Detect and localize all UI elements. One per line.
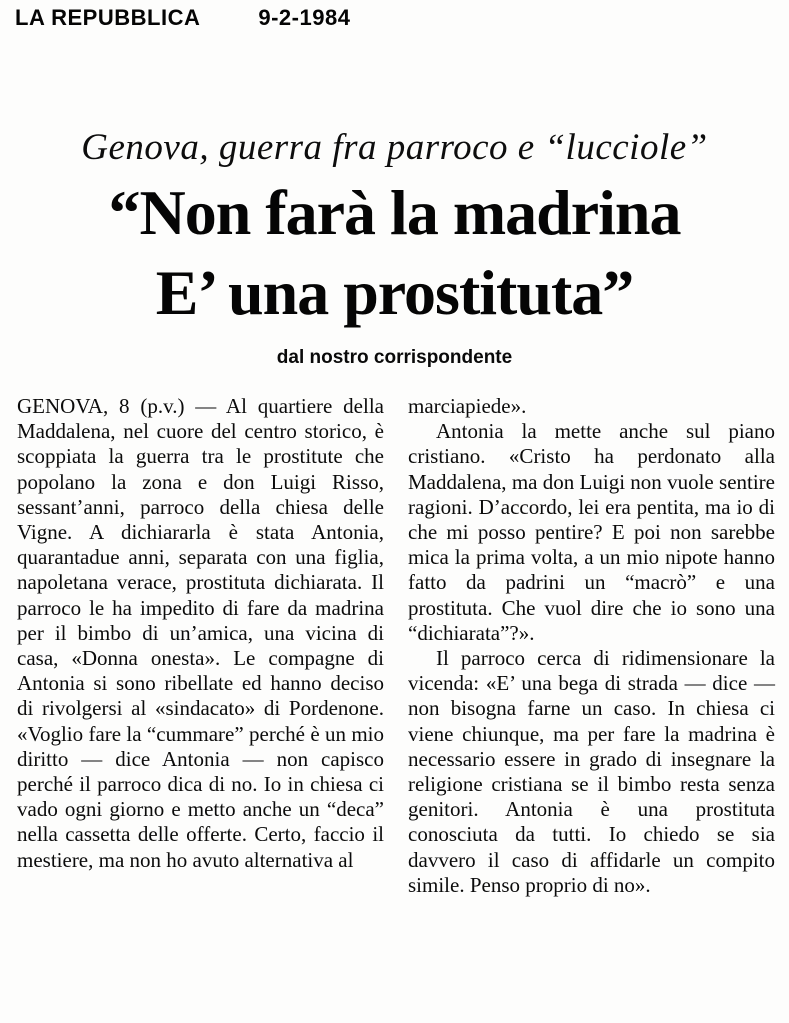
headline-line-1: “Non farà la madrina	[108, 177, 681, 248]
column-left	[17, 394, 384, 898]
paragraph: GENOVA, 8 (p.v.) — Al quartiere della Maddalena, nel cuore del centro storico, è scoppiata la guerra tra le prostitute che popolano la zona e don Luigi Risso, sessant’anni, parroco della chiesa delle Vigne. A dichiararla è stata Antonia, quarantadue anni, separata con una figlia, napoletana verace, prostituta dichiarata. Il parroco le ha impedito di fare da madrina per il bimbo di un’amica, una vicina di casa, «Donna onesta». Le compagne di Antonia si sono ribellate ed hanno deciso di rivolgersi al «sindacato» di Pordenone. «Voglio fare la “cummare” perché è un mio diritto — dice Antonia — non capisco perché il parroco dica di no. Io in chiesa ci vado ogni giorno e metto anche un “deca” nella cassetta delle offerte. Certo, faccio il mestiere, ma non ho avuto alternativa al	[17, 394, 384, 872]
byline: dal nostro corrispondente	[276, 347, 513, 368]
paragraph: Il parroco cerca di ridimensionare la vicenda: «E’ una bega di strada — dice — non bisogna farne un caso. In chiesa ci viene chiunque, ma per fare la madrina è necessario essere in grado di insegnare la religione cristiana se il bimbo resta senza genitori. Antonia è una prostituta conosciuta da tutti. Io chiedo se sia davvero il caso di affidarle un compito simile. Penso proprio di no».	[408, 646, 775, 897]
paragraph: Antonia la mette anche sul piano cristiano. «Cristo ha perdonato alla Maddalena, ma don Luigi non vuole sentire ragioni. D’accordo, lei era pentita, ma io di che mi posso pentire? E poi non sarebbe mica la prima volta, a un mio nipote hanno fatto da padrini un “macrò” e una prostituta. Che vuol dire che io sono una “dichiarata”?».	[408, 419, 775, 645]
headline	[0, 173, 789, 333]
article-body	[17, 394, 775, 898]
kicker: Genova, guerra fra parroco e “lucciole”	[81, 127, 708, 168]
headline-block	[0, 126, 789, 369]
masthead	[15, 5, 350, 31]
column-right	[408, 394, 775, 898]
clipping-date: 9-2-1984	[258, 5, 351, 30]
headline-line-2: E’ una prostituta”	[155, 257, 634, 328]
paragraph: marciapiede».	[408, 394, 527, 418]
publication-name: LA REPUBBLICA	[15, 5, 201, 30]
